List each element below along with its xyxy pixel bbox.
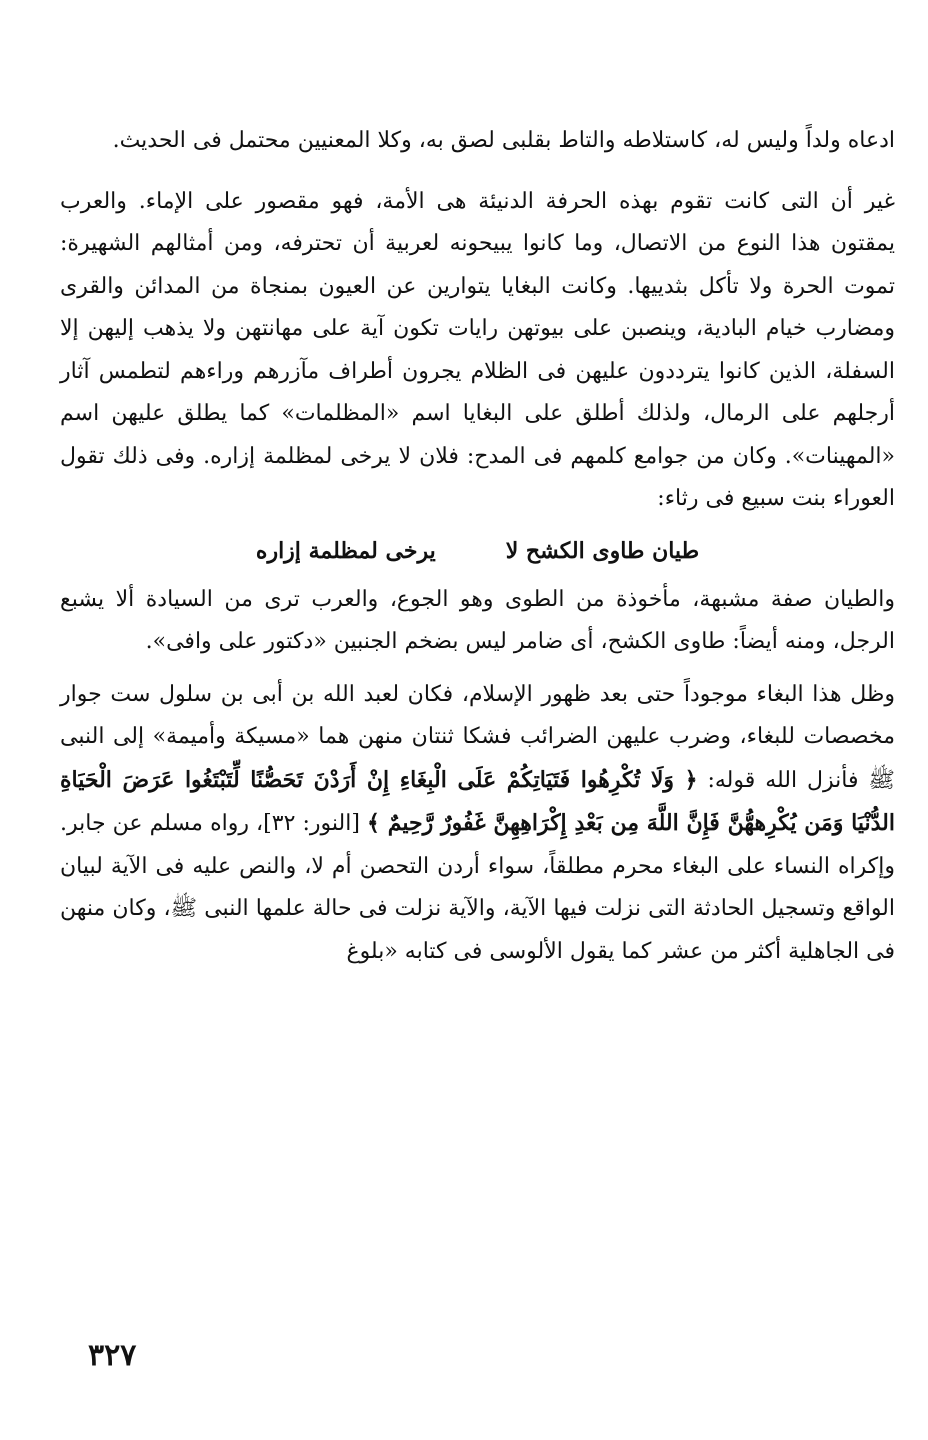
paragraph-4-text-after: [النور: ٣٢]، رواه مسلم عن جابر. وإكراه النساء على البغاء محرم مطلقاً، سواء أردن التحصن أم لا، والنص عليه فى الآية لبيان الواقع وتسجيل الحادثة التى نزلت فيها الآية، والآية نزلت فى حالة علمها النبى ﷺ، وكان منهن فى الجاهلية أكثر من عشر كما يقول الألوسى فى كتابه «بلوغ [60, 811, 895, 964]
verse-right-hemistich: طيان طاوى الكشح لا [505, 537, 700, 564]
poem-verse [60, 529, 895, 573]
paragraph-4-text-before: وظل هذا البغاء موجوداً حتى بعد ظهور الإسلام، فكان لعبد الله بن أبى بن سلول ست جوار مخصصات للبغاء، وضرب عليهن الضرائب فشكا ثنتان منهن هما «مسيكة وأميمة» إلى النبى ﷺ فأنزل الله قوله: [60, 681, 895, 793]
verse-left-hemistich: يرخى لمظلمة إزاره [255, 537, 436, 564]
page-body [60, 120, 895, 1380]
quran-quote: ﴿ وَلَا تُكْرِهُوا فَتَيَاتِكُمْ عَلَى الْبِغَاءِ إِنْ أَرَدْنَ تَحَصُّنًا لِّتَبْتَغُوا عَرَضَ الْحَيَاةِ الدُّنْيَا وَمَن يُكْرِههُّنَّ فَإِنَّ اللَّهَ مِن بَعْدِ إِكْرَاهِهِنَّ غَفُورٌ رَّحِيمٌ ﴾ [60, 766, 895, 836]
paragraph-2: غير أن التى كانت تقوم بهذه الحرفة الدنيئة هى الأمة، فهو مقصور على الإماء. والعرب يمقتون هذا النوع من الاتصال، وما كانوا يبيحونه لعربية أن تحترفه، ومن أمثالهم الشهيرة: تموت الحرة ولا تأكل بثدييها. وكانت البغايا يتوارين عن العيون بمنجاة من المدائن والقرى ومضارب خيام البادية، وينصبن على بيوتهن رايات تكون آية على مهانتهن ولا يذهب إليهن إلا السفلة، الذين كانوا يترددون عليهن فى الظلام يجرون أطراف مآزرهم وراءهم لتطمس آثار أرجلهم على الرمال، ولذلك أطلق على البغايا اسم «المظلمات» كما يطلق عليهن اسم «المهينات». وكان من جوامع كلمهم فى المدح: فلان لا يرخى لمظلمة إزاره. وفى ذلك تقول العوراء بنت سبيع فى رثاء: [60, 188, 895, 511]
page-number: ٣٢٧ [88, 1338, 137, 1373]
paragraph-4 [60, 674, 895, 974]
paragraph-1: ادعاه ولداً وليس له، كاستلاطه والتاط بقلبى لصق به، وكلا المعنيين محتمل فى الحديث. [112, 128, 895, 153]
paragraph-3: والطيان صفة مشبهة، مأخوذة من الطوى وهو الجوع، والعرب ترى من السيادة ألا يشبع الرجل، ومنه أيضاً: طاوى الكشح، أى ضامر ليس بضخم الجنبين «دكتور على وافى». [60, 586, 895, 654]
